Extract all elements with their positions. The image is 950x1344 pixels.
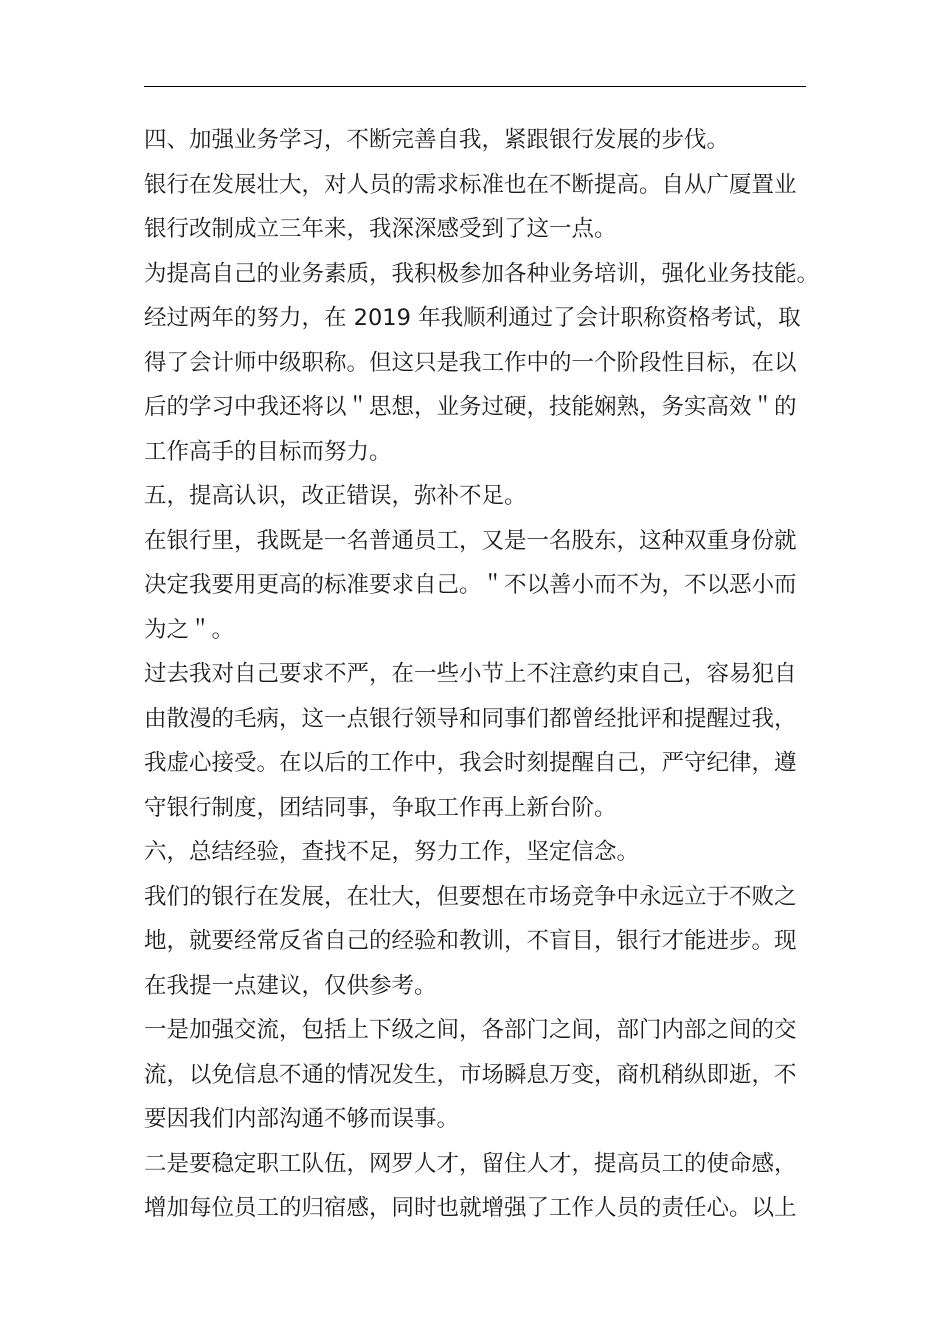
text-line: 在银行里，我既是一名普通员工，又是一名股东，这种双重身份就	[144, 527, 797, 554]
text-line: 六，总结经验，查找不足，努力工作，坚定信念。	[144, 839, 640, 865]
text-line: 四、加强业务学习，不断完善自我，紧跟银行发展的步伐。	[144, 127, 730, 153]
text-line: 我们的银行在发展，在壮大，但要想在市场竞争中永远立于不败之	[144, 883, 797, 910]
text-line: 过去我对自己要求不严，在一些小节上不注意约束自己，容易犯自	[144, 661, 797, 687]
text-line: 守银行制度，团结同事，争取工作再上新台阶。	[144, 794, 617, 821]
text-line: 我虚心接受。在以后的工作中，我会时刻提醒自己，严守纪律，遵	[144, 750, 797, 776]
text-line: 银行改制成立三年来，我深深感受到了这一点。	[144, 216, 617, 242]
text-line: 后的学习中我还将以＂思想，业务过硬，技能娴熟，务实高效＂的	[144, 394, 797, 420]
text-line: 五，提高认识，改正错误，弥补不足。	[144, 483, 527, 509]
text-line: 一是加强交流，包括上下级之间，各部门之间，部门内部之间的交	[144, 1017, 797, 1043]
text-line: 由散漫的毛病，这一点银行领导和同事们都曾经批评和提醒过我，	[144, 705, 797, 732]
text-line: 二是要稳定职工队伍，网罗人才，留住人才，提高员工的使命感，	[144, 1150, 797, 1177]
text-line: 经过两年的努力，在 2019 年我顺利通过了会计职称资格考试，取	[144, 305, 801, 331]
text-line: 得了会计师中级职称。但这只是我工作中的一个阶段性目标，在以	[144, 349, 797, 376]
text-line: 决定我要用更高的标准要求自己。＂不以善小而不为，不以恶小而	[144, 572, 797, 598]
header-rule	[144, 86, 806, 87]
text-line: 在我提一点建议，仅供参考。	[144, 972, 437, 999]
document-body	[144, 118, 820, 1231]
text-line: 增加每位员工的归宿感，同时也就增强了工作人员的责任心。以上	[144, 1195, 797, 1221]
text-line: 流，以免信息不通的情况发生，市场瞬息万变，商机稍纵即逝，不	[144, 1061, 797, 1088]
text-line: 为之＂。	[144, 616, 235, 643]
text-line: 要因我们内部沟通不够而误事。	[144, 1106, 460, 1132]
text-line: 银行在发展壮大，对人员的需求标准也在不断提高。自从广厦置业	[144, 171, 797, 198]
text-line: 工作高手的目标而努力。	[144, 438, 392, 465]
text-line: 为提高自己的业务素质，我积极参加各种业务培训，强化业务技能。	[144, 260, 820, 287]
text-line: 地，就要经常反省自己的经验和教训，不盲目，银行才能进步。现	[144, 928, 797, 954]
